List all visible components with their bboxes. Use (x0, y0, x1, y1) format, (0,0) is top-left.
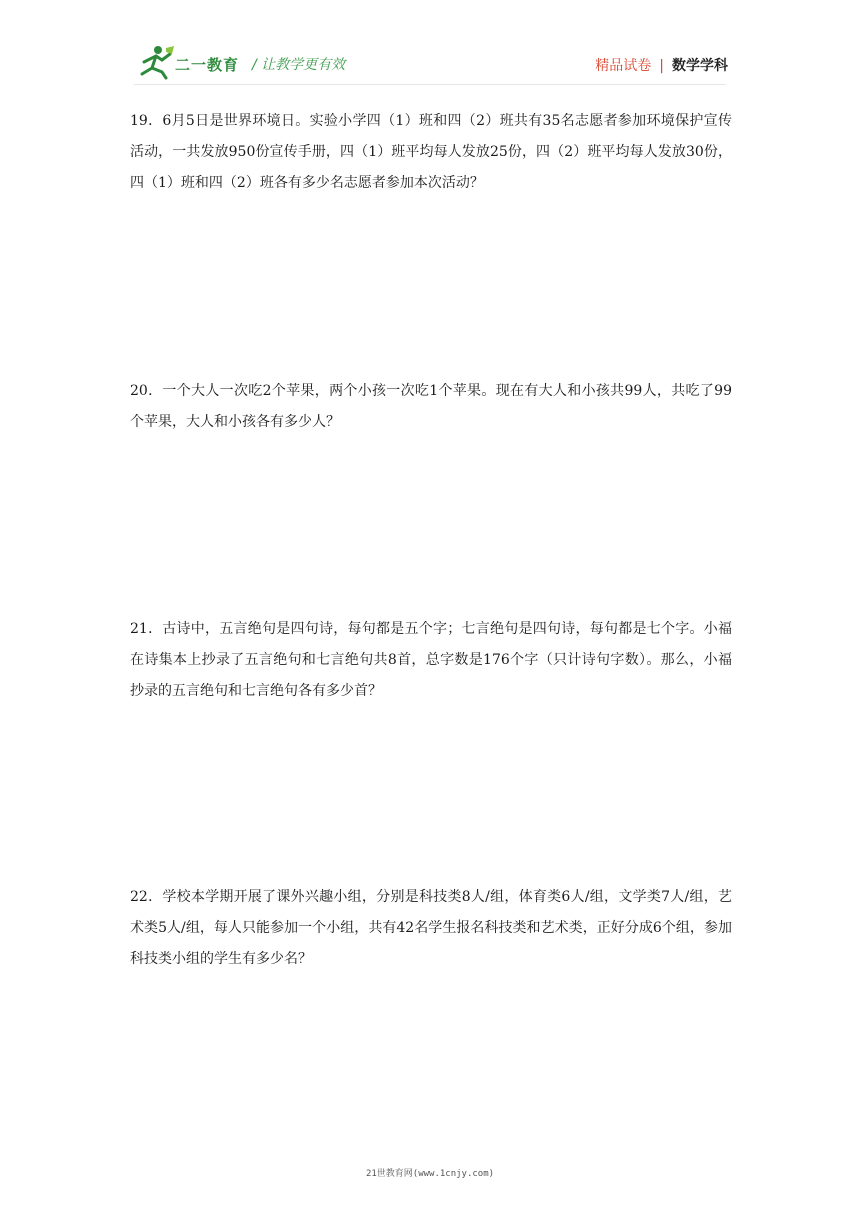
header-tags (595, 55, 728, 75)
logo-text: 二一教育 (175, 56, 240, 74)
tag-premium-paper: 精品试卷 (595, 58, 652, 74)
tag-subject: 数学学科 (672, 58, 728, 74)
page-footer: 21世教育网(www.1cnjy.com) (365, 1169, 495, 1179)
header-divider (134, 84, 726, 85)
slogan: / 让教学更有效 (252, 57, 346, 73)
question-19: 19．6月5日是世界环境日。实验小学四（1）班和四（2）班共有35名志愿者参加环境保护宣传活动，一共发放950份宣传手册，四（1）班平均每人发放25份，四（2）班平均每人发放30份，四（1）班和四（2）班各有多少名志愿者参加本次活动？ (130, 113, 732, 191)
page-header (0, 0, 860, 92)
question-20: 20．一个大人一次吃2个苹果，两个小孩一次吃1个苹果。现在有大人和小孩共99人，共吃了99个苹果，大人和小孩各有多少人？ (130, 383, 732, 430)
question-21: 21．古诗中，五言绝句是四句诗，每句都是五个字；七言绝句是四句诗，每句都是七个字。小福在诗集本上抄录了五言绝句和七言绝句共8首，总字数是176个字（只计诗句字数）。那么，小福抄录的五言绝句和七言绝句各有多少首？ (130, 621, 732, 699)
tag-separator: | (659, 58, 664, 74)
question-22: 22．学校本学期开展了课外兴趣小组，分别是科技类8人/组，体育类6人/组，文学类7人/组，艺术类5人/组，每人只能参加一个小组，共有42名学生报名科技类和艺术类，正好分成6个组，参加科技类小组的学生有多少名？ (130, 889, 732, 967)
